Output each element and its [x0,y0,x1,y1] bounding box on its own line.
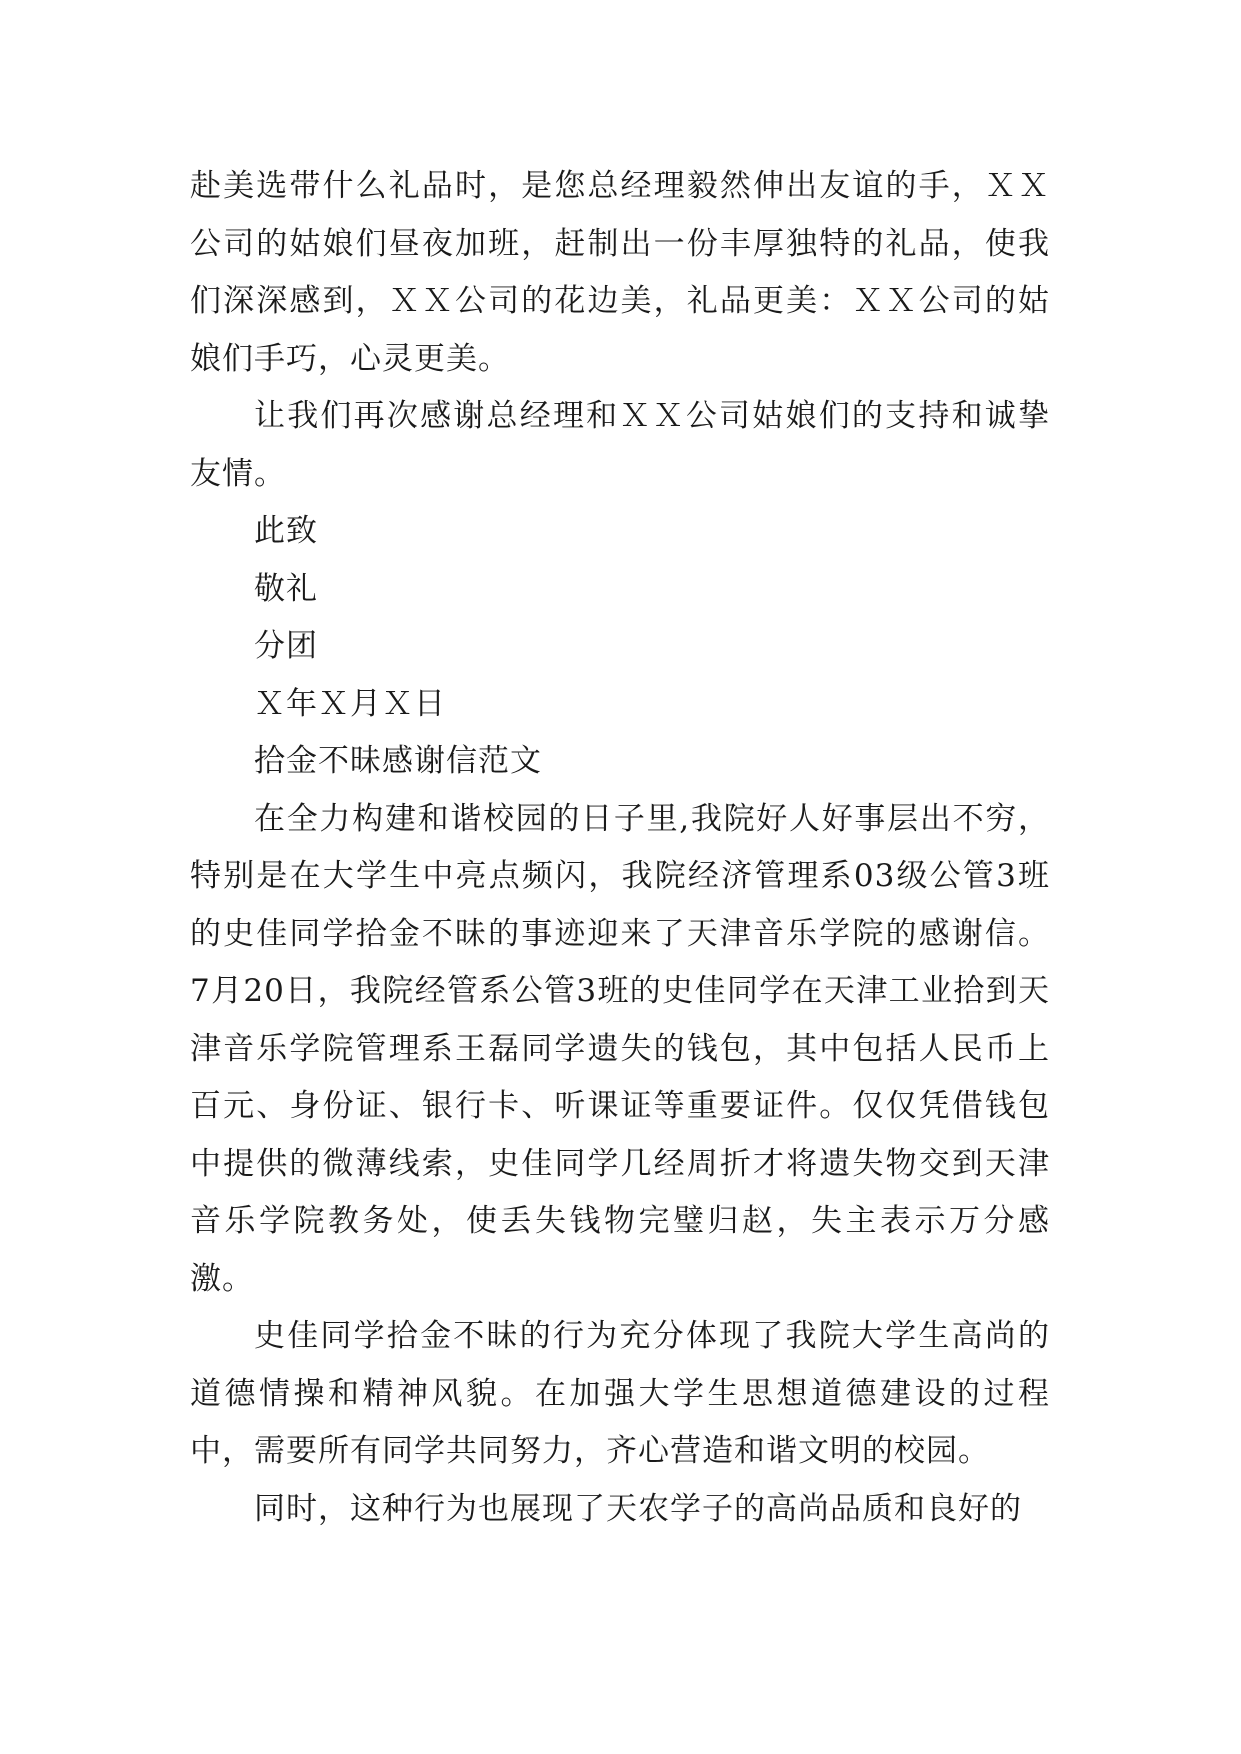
closing-regards: 敬礼 [254,570,318,607]
paragraph-praise: 史佳同学拾金不昧的行为充分体现了我院大学生高尚的道德情操和精神风貌。在加强大学生思想道德建设的过程中，需要所有同学共同努力，齐心营造和谐文明的校园。 [190,1318,1050,1469]
paragraph-continuation: 同时，这种行为也展现了天农学子的高尚品质和良好的 [254,1490,1022,1527]
paragraph-thanks-again: 让我们再次感谢总经理和ＸＸ公司姑娘们的支持和诚挚友情。 [190,398,1050,492]
closing-salutation: 此致 [254,513,318,549]
document-body [190,158,1050,1538]
signature-sender: 分团 [254,628,318,664]
paragraph-story: 在全力构建和谐校园的日子里,我院好人好事层出不穷，特别是在大学生中亮点频闪，我院经济管理系03级公管3班的史佳同学拾金不昧的事迹迎来了天津音乐学院的感谢信。 7月20日，我院经管系公管3班的史佳同学在天津工业拾到天津音乐学院管理系王磊同学遗失的钱包，其中包括人民币上百元、身份证、银行卡、听课证等重要证件。仅仅凭借钱包中提供的微薄线索，史佳同学几经周折才将遗失物交到天津音乐学院教务处，使丢失钱物完璧归赵，失主表示万分感激。 [190,800,1050,1297]
section-title: 拾金不昧感谢信范文 [254,743,542,779]
paragraph-gift-thanks: 赴美选带什么礼品时，是您总经理毅然伸出友谊的手，ＸＸ公司的姑娘们昼夜加班，赶制出一份丰厚独特的礼品，使我们深深感到，ＸＸ公司的花边美，礼品更美：ＸＸ公司的姑娘们手巧，心灵更美。 [190,168,1050,377]
signature-date: Ｘ年Ｘ月Ｘ日 [254,685,446,722]
